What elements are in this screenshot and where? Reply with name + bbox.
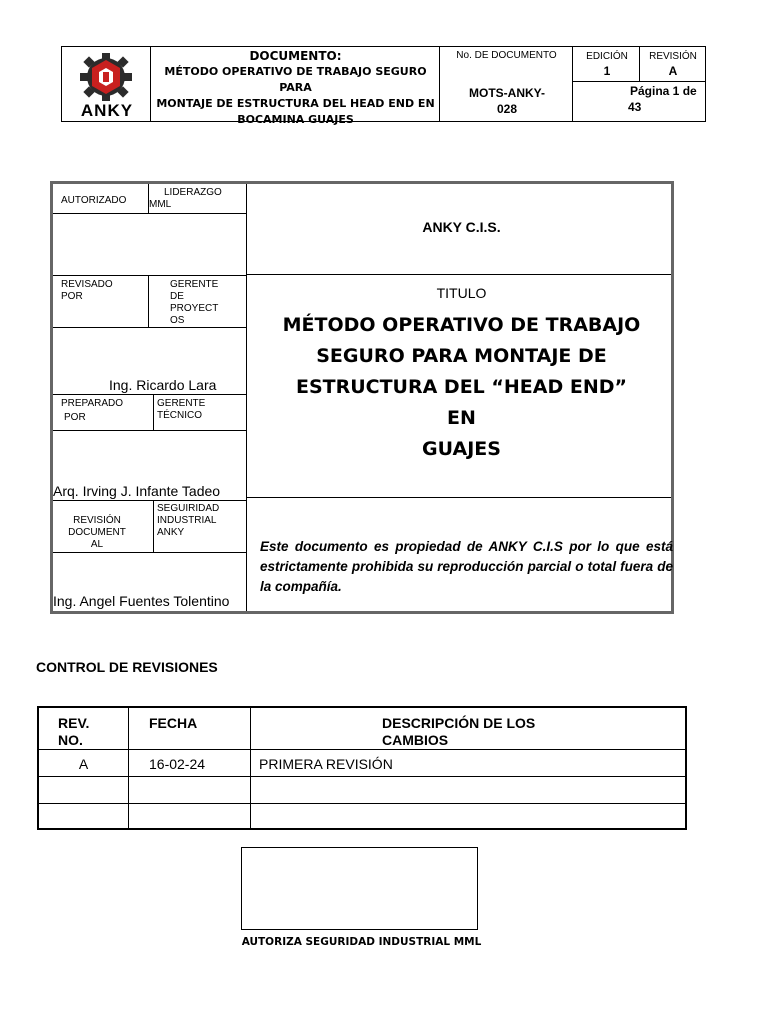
role-line: MML: [149, 199, 172, 210]
role-line: PROYECT: [170, 303, 219, 314]
signature-label: AUTORIZA SEGURIDAD INDUSTRIAL MML: [241, 936, 482, 948]
role-line: TÉCNICO: [157, 410, 202, 421]
titulo-line: GUAJES: [422, 438, 501, 460]
titulo-text: [279, 310, 644, 465]
titulo-line: MÉTODO OPERATIVO DE TRABAJO: [282, 314, 641, 336]
label-line: PREPARADO: [61, 398, 124, 409]
revision-label: REVISIÓN: [649, 51, 697, 62]
role-line: OS: [170, 315, 185, 326]
revision-value: A: [668, 64, 678, 78]
document-title-line: MÉTODO OPERATIVO DE TRABAJO SEGURO PARA: [164, 65, 427, 94]
header-fecha: FECHA: [149, 715, 198, 731]
doc-number-line: 028: [496, 102, 518, 116]
revisado-label: [61, 279, 113, 303]
table-cell-fecha: 16-02-24: [149, 756, 206, 772]
document-title: [151, 48, 440, 128]
revision-doc-name: Ing. Angel Fuentes Tolentino: [53, 593, 230, 609]
role-line: ANKY: [157, 527, 185, 538]
signature-box[interactable]: [241, 847, 478, 930]
doc-number-line: MOTS-ANKY-: [469, 86, 545, 100]
role-line: SEGUIRIDAD: [157, 503, 220, 514]
approval-box: [50, 181, 674, 614]
label-line: DOCUMENT: [68, 527, 126, 538]
header-descripcion: [382, 715, 535, 749]
label-line: POR: [61, 291, 83, 302]
role-line: GERENTE: [157, 398, 206, 409]
role-line: INDUSTRIAL: [157, 515, 217, 526]
revisado-name: Ing. Ricardo Lara: [109, 377, 217, 393]
header-line: DESCRIPCIÓN DE LOS: [382, 715, 536, 731]
revisions-table: [37, 706, 687, 830]
table-cell-desc: PRIMERA REVISIÓN: [259, 756, 393, 772]
anky-logo-icon: [78, 52, 134, 102]
preparado-label: [61, 398, 123, 424]
document-title-line: BOCAMINA GUAJES: [237, 113, 354, 126]
header-rev: [58, 715, 89, 749]
document-header: [61, 46, 706, 126]
revisions-title: CONTROL DE REVISIONES: [36, 659, 218, 675]
role-line: LIDERAZGO: [164, 187, 222, 198]
titulo-line: ESTRUCTURA DEL “HEAD END” EN: [295, 376, 628, 429]
label-line: REVISADO: [61, 279, 113, 290]
edition-value: 1: [603, 64, 611, 78]
role-line: GERENTE: [170, 279, 219, 290]
label-line: POR: [64, 412, 86, 423]
header-line: CAMBIOS: [382, 732, 449, 748]
page-number: [610, 83, 706, 115]
document-title-line: MONTAJE DE ESTRUCTURA DEL HEAD END EN: [156, 97, 435, 110]
header-line: REV.: [58, 715, 90, 731]
header-line: NO.: [58, 732, 83, 748]
label-line: REVISIÓN: [73, 515, 121, 526]
table-cell-rev: A: [78, 756, 89, 772]
titulo-line: SEGURO PARA MONTAJE DE: [316, 345, 607, 367]
property-notice: Este documento es propiedad de ANKY C.I.S por lo que está estrictamente prohibida su reproducción parcial o total fuera de la compañía.: [260, 539, 673, 594]
revision-doc-role: [157, 503, 219, 539]
label-line: AL: [90, 539, 104, 550]
doc-number-label: No. DE DOCUMENTO: [456, 50, 557, 61]
autorizado-label: AUTORIZADO: [61, 195, 127, 206]
document-label: DOCUMENTO:: [249, 49, 342, 63]
titulo-label: TITULO: [436, 285, 487, 301]
page-number-line: Página 1 de: [630, 84, 697, 98]
edition-label: EDICIÓN: [586, 51, 628, 62]
doc-number: [462, 85, 552, 117]
revision-doc-label: [53, 515, 141, 551]
preparado-name: Arq. Irving J. Infante Tadeo: [53, 483, 221, 499]
logo-text: ANKY: [80, 101, 134, 120]
preparado-role: [157, 398, 205, 422]
company-name: ANKY C.I.S.: [422, 219, 501, 235]
autorizado-role: [149, 187, 222, 211]
revisado-role: [170, 279, 218, 327]
role-line: DE: [170, 291, 184, 302]
page-number-line: 43: [628, 100, 642, 114]
